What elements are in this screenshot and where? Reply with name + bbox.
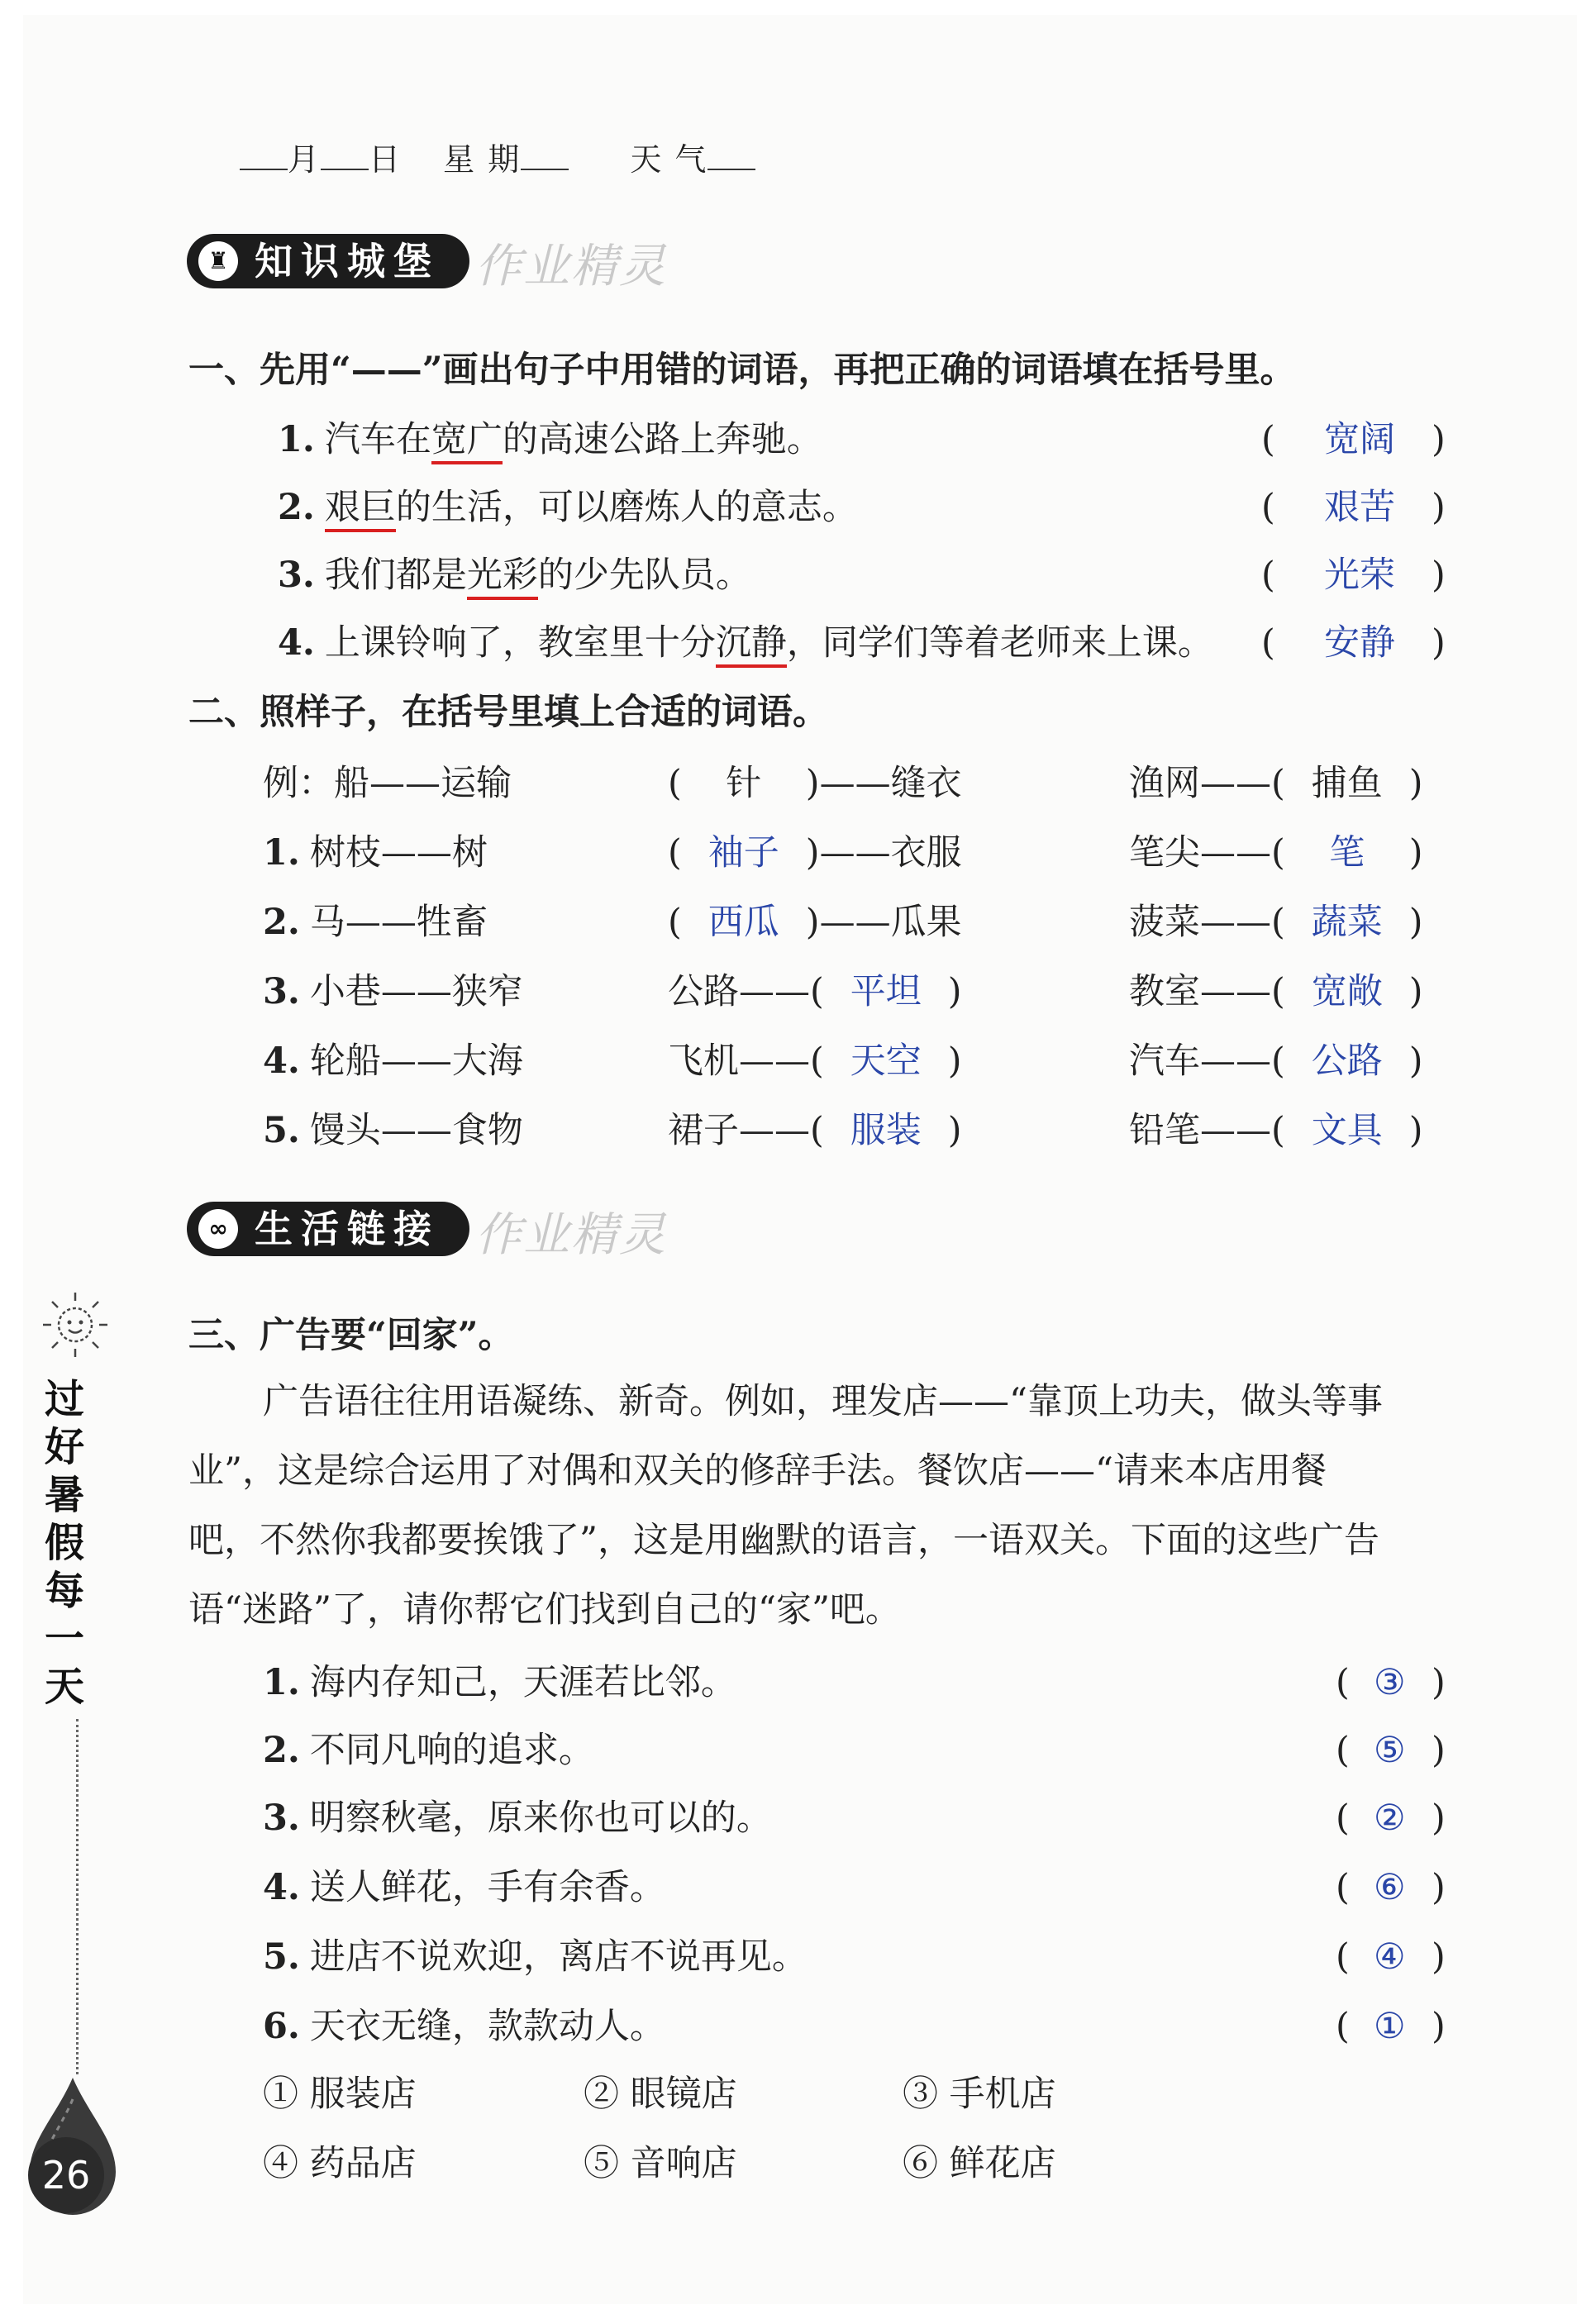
bracket-open: ( — [1261, 622, 1275, 664]
bracket-close: ) — [805, 832, 820, 874]
shop-option: ③ 手机店 — [903, 2074, 1056, 2115]
mid-bracket-group — [668, 901, 962, 944]
right-prefix: 菠菜—— — [1129, 902, 1271, 943]
mid-bracket-group — [668, 1109, 962, 1152]
right-prefix: 教室—— — [1129, 971, 1271, 1012]
weather-blank — [707, 144, 755, 170]
item-number: 2. — [278, 487, 315, 528]
mid-suffix: ——瓜果 — [819, 902, 962, 943]
bracket-open: ( — [668, 902, 682, 943]
mid-bracket-group — [668, 762, 962, 805]
answer-text: 艰苦 — [1324, 487, 1395, 528]
ad-slogan-item — [263, 1936, 808, 1979]
answer-text: ② — [1374, 1798, 1406, 1839]
bracket-open: ( — [1261, 487, 1275, 528]
date-line — [240, 134, 755, 179]
weekday-label: 星 期 — [443, 141, 522, 178]
answer-text: 公路 — [1311, 1040, 1383, 1082]
bracket-open: ( — [1271, 1110, 1285, 1151]
right-prefix: 笔尖—— — [1129, 832, 1271, 874]
paragraph-line: 语“迷路”了，请你帮它们找到自己的“家”吧。 — [188, 1589, 901, 1631]
answer-text: ⑥ — [1374, 1867, 1406, 1908]
section1-item — [278, 418, 822, 461]
bracket-open: ( — [1336, 1662, 1350, 1703]
section1-item — [278, 554, 751, 597]
ad-slogan-item — [263, 1866, 665, 1909]
answer-text: ⑤ — [1374, 1730, 1406, 1771]
shop-option: ⑤ 音响店 — [584, 2143, 737, 2184]
answer-text: 光荣 — [1324, 555, 1395, 596]
bracket-close: ) — [1432, 1730, 1446, 1771]
bracket-open: ( — [1336, 1730, 1350, 1771]
bracket-open: ( — [1336, 1936, 1350, 1978]
row-left — [263, 1109, 523, 1152]
bracket-open: ( — [1336, 2006, 1350, 2047]
mid-prefix: 公路—— — [668, 971, 810, 1012]
row-left — [263, 1040, 523, 1083]
day-label: 日 — [369, 141, 403, 178]
bracket-open: ( — [1336, 1798, 1350, 1839]
row-number: 2. — [263, 902, 300, 943]
mid-suffix: ——衣服 — [819, 832, 962, 874]
answer-text: 宽阔 — [1324, 419, 1395, 460]
slogan-text: 送人鲜花，手有余香。 — [309, 1867, 665, 1908]
bracket-open: ( — [1271, 902, 1285, 943]
row-left-text: 馒头——食物 — [309, 1110, 523, 1151]
answer-text: 捕鱼 — [1311, 763, 1383, 804]
mid-suffix: ——缝衣 — [819, 763, 962, 804]
answer-text: 天空 — [850, 1040, 922, 1082]
watermark-2: 作业精灵 — [475, 1208, 667, 1262]
row-left — [263, 901, 488, 944]
bracket-open: ( — [668, 832, 682, 874]
bracket-open: ( — [1271, 832, 1285, 874]
row-left — [263, 970, 523, 1013]
item-number: 4. — [278, 622, 315, 664]
answer-text: 文具 — [1311, 1110, 1383, 1151]
shop-option: ② 眼镜店 — [584, 2074, 737, 2115]
sidebar-char: 好 — [44, 1424, 84, 1470]
item-number: 3. — [278, 555, 315, 596]
item-number: 1. — [278, 419, 315, 460]
sidebar-char: 一 — [44, 1616, 84, 1662]
bracket-open: ( — [1261, 419, 1275, 460]
answer-text: ③ — [1374, 1662, 1406, 1703]
right-prefix: 汽车—— — [1129, 1040, 1271, 1082]
answer-text: 西瓜 — [707, 902, 779, 943]
slogan-text: 天衣无缝，款款动人。 — [309, 2006, 665, 2047]
paragraph-line: 吧，不然你我都要挨饿了”，这是用幽默的语言，一语双关。下面的这些广告 — [188, 1520, 1379, 1561]
bracket-close: ) — [1432, 1867, 1446, 1908]
answer-text: 笔 — [1329, 832, 1365, 874]
bracket-close: ) — [1432, 1798, 1446, 1839]
item-text-pre: 汽车在 — [324, 419, 431, 460]
slogan-text: 海内存知己，天涯若比邻。 — [309, 1662, 736, 1703]
shop-option: ④ 药品店 — [263, 2143, 417, 2184]
row-left-text: 轮船——大海 — [309, 1040, 523, 1082]
bracket-open: ( — [1271, 1040, 1285, 1082]
answer-text: 针 — [726, 763, 762, 804]
answer-text: 袖子 — [707, 832, 779, 874]
knowledge-banner-title: 知识城堡 — [255, 239, 440, 283]
bracket-open: ( — [1336, 1867, 1350, 1908]
bracket-close: ) — [1432, 1662, 1446, 1703]
example-left: 例：船——运输 — [263, 763, 512, 804]
item-text-post: 的高速公路上奔驰。 — [502, 419, 822, 460]
bracket-open: ( — [1261, 555, 1275, 596]
paragraph-line: 广告语往往用语凝练、新奇。例如，理发店——“靠顶上功夫，做头等事 — [263, 1381, 1383, 1422]
bracket-close: ) — [1408, 832, 1423, 874]
knowledge-castle-banner — [187, 234, 469, 288]
weekday-blank — [521, 144, 569, 170]
slogan-text: 进店不说欢迎，离店不说再见。 — [309, 1936, 808, 1978]
item-text-post: ，同学们等着老师来上课。 — [786, 622, 1213, 664]
watermark: 作业精灵 — [475, 240, 667, 293]
row-left — [263, 831, 488, 874]
section1-item — [278, 621, 1213, 664]
bracket-open: ( — [1271, 763, 1285, 804]
bracket-open: ( — [810, 1040, 824, 1082]
life-link-banner — [187, 1202, 469, 1256]
item-text-post: 的少先队员。 — [537, 555, 751, 596]
row-number: 1. — [263, 832, 300, 874]
right-bracket-group — [1129, 1040, 1423, 1083]
row-left-text: 小巷——狭窄 — [309, 971, 523, 1012]
castle-icon: ♜ — [198, 241, 238, 281]
item-text-pre: 我们都是 — [324, 555, 467, 596]
item-text-post: 的生活，可以磨炼人的意志。 — [395, 487, 858, 528]
ad-slogan-item — [263, 2005, 665, 2048]
answer-text: 服装 — [850, 1110, 922, 1151]
life-banner-title: 生活链接 — [255, 1207, 440, 1251]
sidebar-char: 暑 — [44, 1472, 84, 1518]
section3-title: 三、广告要“回家”。 — [188, 1315, 514, 1356]
bracket-close: ) — [947, 1110, 962, 1151]
bracket-close: ) — [1432, 2006, 1446, 2047]
smiling-sun-icon — [40, 1289, 111, 1360]
bracket-close: ) — [805, 763, 820, 804]
right-bracket-group — [1129, 831, 1423, 874]
bracket-close: ) — [1408, 902, 1423, 943]
row-left-text: 马——牲畜 — [309, 902, 488, 943]
bracket-close: ) — [805, 902, 820, 943]
right-bracket-group — [1129, 762, 1423, 805]
answer-text: 安静 — [1324, 622, 1395, 664]
bracket-open: ( — [810, 1110, 824, 1151]
right-prefix: 渔网—— — [1129, 763, 1271, 804]
section1-item — [278, 486, 858, 529]
section2-title: 二、照样子，在括号里填上合适的词语。 — [188, 692, 828, 733]
shop-option: ⑥ 鲜花店 — [903, 2143, 1056, 2184]
sidebar-char: 假 — [44, 1520, 84, 1566]
paragraph-line: 业”，这是综合运用了对偶和双关的修辞手法。餐饮店——“请来本店用餐 — [188, 1450, 1327, 1492]
mid-bracket-group — [668, 970, 962, 1013]
page-number: 26 — [28, 2137, 104, 2213]
weather-label: 天 气 — [630, 141, 708, 178]
ad-slogan-item — [263, 1729, 594, 1772]
right-bracket-group — [1129, 970, 1423, 1013]
mid-bracket-group — [668, 831, 962, 874]
bracket-close: ) — [947, 971, 962, 1012]
section1-title: 一、先用“——”画出句子中用错的词语，再把正确的词语填在括号里。 — [188, 350, 1296, 391]
bracket-open: ( — [1271, 971, 1285, 1012]
slogan-text: 不同凡响的追求。 — [309, 1730, 594, 1771]
wrong-word-underlined: 沉静 — [716, 622, 787, 668]
ad-slogan-item — [263, 1797, 772, 1840]
row-left-text: 树枝——树 — [309, 832, 488, 874]
item-number: 2. — [263, 1730, 300, 1771]
row-number: 4. — [263, 1040, 300, 1082]
ad-slogan-item — [263, 1661, 736, 1704]
item-number: 1. — [263, 1662, 300, 1703]
bracket-close: ) — [1432, 419, 1446, 460]
row-number: 3. — [263, 971, 300, 1012]
sidebar-char: 每 — [44, 1568, 84, 1614]
wrong-word-underlined: 光彩 — [467, 555, 538, 600]
answer-text: 宽敞 — [1311, 971, 1383, 1012]
item-number: 5. — [263, 1936, 300, 1978]
item-text-pre: 上课铃响了，教室里十分 — [324, 622, 716, 664]
right-bracket-group — [1129, 901, 1423, 944]
bracket-close: ) — [1408, 1110, 1423, 1151]
bracket-close: ) — [1408, 763, 1423, 804]
bracket-close: ) — [947, 1040, 962, 1082]
sidebar-dotted-line — [76, 1719, 79, 2074]
answer-text: ④ — [1374, 1936, 1406, 1978]
bracket-close: ) — [1408, 971, 1423, 1012]
answer-text: 蔬菜 — [1311, 902, 1383, 943]
day-blank — [321, 144, 369, 170]
row-number: 5. — [263, 1110, 300, 1151]
month-label: 月 — [288, 141, 322, 178]
link-icon: ∞ — [198, 1209, 238, 1249]
item-number: 3. — [263, 1798, 300, 1839]
bracket-close: ) — [1432, 622, 1446, 664]
bracket-close: ) — [1432, 555, 1446, 596]
wrong-word-underlined: 艰巨 — [325, 487, 396, 532]
bracket-close: ) — [1432, 1936, 1446, 1978]
right-bracket-group — [1129, 1109, 1423, 1152]
sidebar-char: 天 — [44, 1664, 84, 1710]
answer-text: ① — [1374, 2006, 1406, 2047]
mid-prefix: 飞机—— — [668, 1040, 810, 1082]
item-number: 4. — [263, 1867, 300, 1908]
wrong-word-underlined: 宽广 — [431, 419, 503, 464]
bracket-open: ( — [810, 971, 824, 1012]
bracket-close: ) — [1408, 1040, 1423, 1082]
right-prefix: 铅笔—— — [1129, 1110, 1271, 1151]
mid-bracket-group — [668, 1040, 962, 1083]
month-blank — [240, 144, 288, 170]
sidebar-char: 过 — [44, 1376, 84, 1422]
item-number: 6. — [263, 2006, 300, 2047]
slogan-text: 明察秋毫，原来你也可以的。 — [309, 1798, 772, 1839]
mid-prefix: 裙子—— — [668, 1110, 810, 1151]
answer-text: 平坦 — [850, 971, 922, 1012]
bracket-close: ) — [1432, 487, 1446, 528]
bracket-open: ( — [668, 763, 682, 804]
shop-option: ① 服装店 — [263, 2074, 417, 2115]
